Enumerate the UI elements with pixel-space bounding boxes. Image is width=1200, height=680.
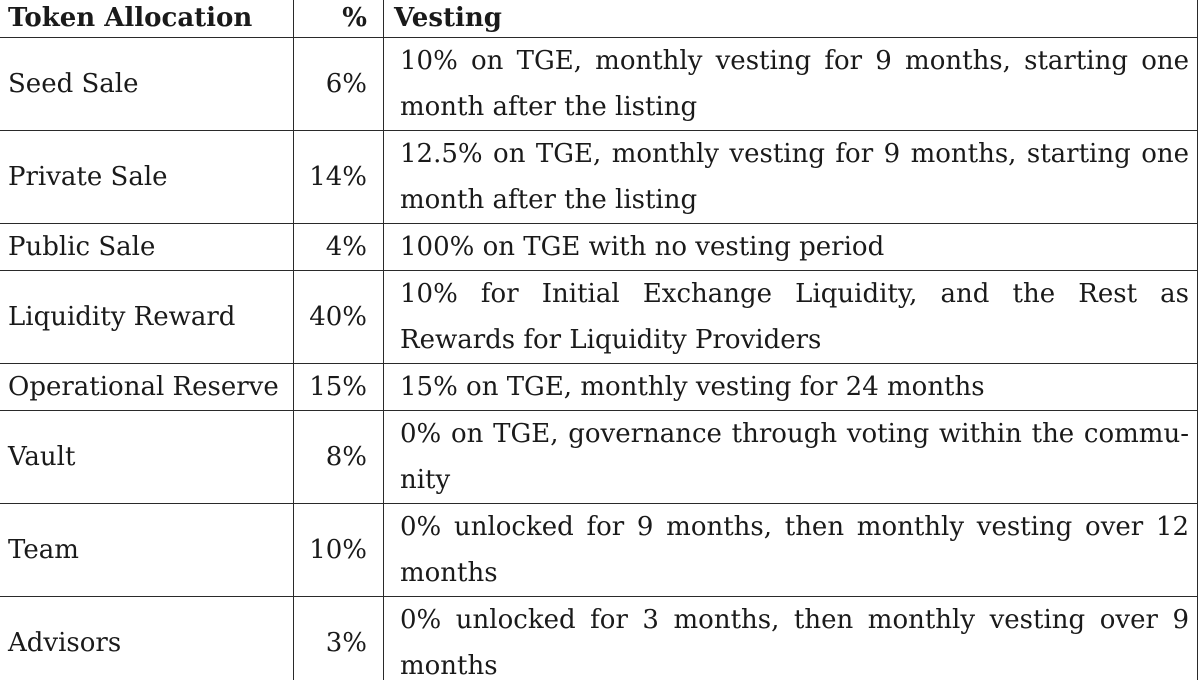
- allocation-cell: Vault: [0, 411, 294, 504]
- allocation-cell: Liquidity Reward: [0, 271, 294, 364]
- table-row: [0, 38, 1198, 131]
- vesting-cell: 10% for Initial Exchange Liquidity, and the Rest as Rewards for Liquidity Providers: [384, 271, 1198, 364]
- allocation-cell: Private Sale: [0, 131, 294, 224]
- percent-cell: 3%: [294, 597, 384, 680]
- table-header-row: [0, 0, 1198, 38]
- percent-cell: 8%: [294, 411, 384, 504]
- vesting-cell: 100% on TGE with no vesting period: [384, 224, 1198, 271]
- table-row: [0, 224, 1198, 271]
- vesting-cell: 0% unlocked for 3 months, then monthly vesting over 9 months: [384, 597, 1198, 680]
- table-row: [0, 411, 1198, 504]
- allocation-cell: Advisors: [0, 597, 294, 680]
- vesting-cell: 0% unlocked for 9 months, then monthly vesting over 12 months: [384, 504, 1198, 597]
- percent-cell: 10%: [294, 504, 384, 597]
- vesting-cell: 15% on TGE, monthly vesting for 24 months: [384, 364, 1198, 411]
- header-token-allocation: Token Allocation: [0, 0, 294, 38]
- table-row: [0, 364, 1198, 411]
- percent-cell: 40%: [294, 271, 384, 364]
- table-row: [0, 597, 1198, 680]
- vesting-cell: 12.5% on TGE, monthly vesting for 9 months, starting one month after the listing: [384, 131, 1198, 224]
- percent-cell: 6%: [294, 38, 384, 131]
- allocation-cell: Team: [0, 504, 294, 597]
- percent-cell: 4%: [294, 224, 384, 271]
- vesting-cell: 0% on TGE, governance through voting within the commu-nity: [384, 411, 1198, 504]
- allocation-cell: Public Sale: [0, 224, 294, 271]
- header-vesting: Vesting: [384, 0, 1198, 38]
- percent-cell: 15%: [294, 364, 384, 411]
- table-row: [0, 271, 1198, 364]
- table-row: [0, 504, 1198, 597]
- table-row: [0, 131, 1198, 224]
- percent-cell: 14%: [294, 131, 384, 224]
- allocation-cell: Operational Reserve: [0, 364, 294, 411]
- vesting-cell: 10% on TGE, monthly vesting for 9 months, starting one month after the listing: [384, 38, 1198, 131]
- header-percent: %: [294, 0, 384, 38]
- allocation-cell: Seed Sale: [0, 38, 294, 131]
